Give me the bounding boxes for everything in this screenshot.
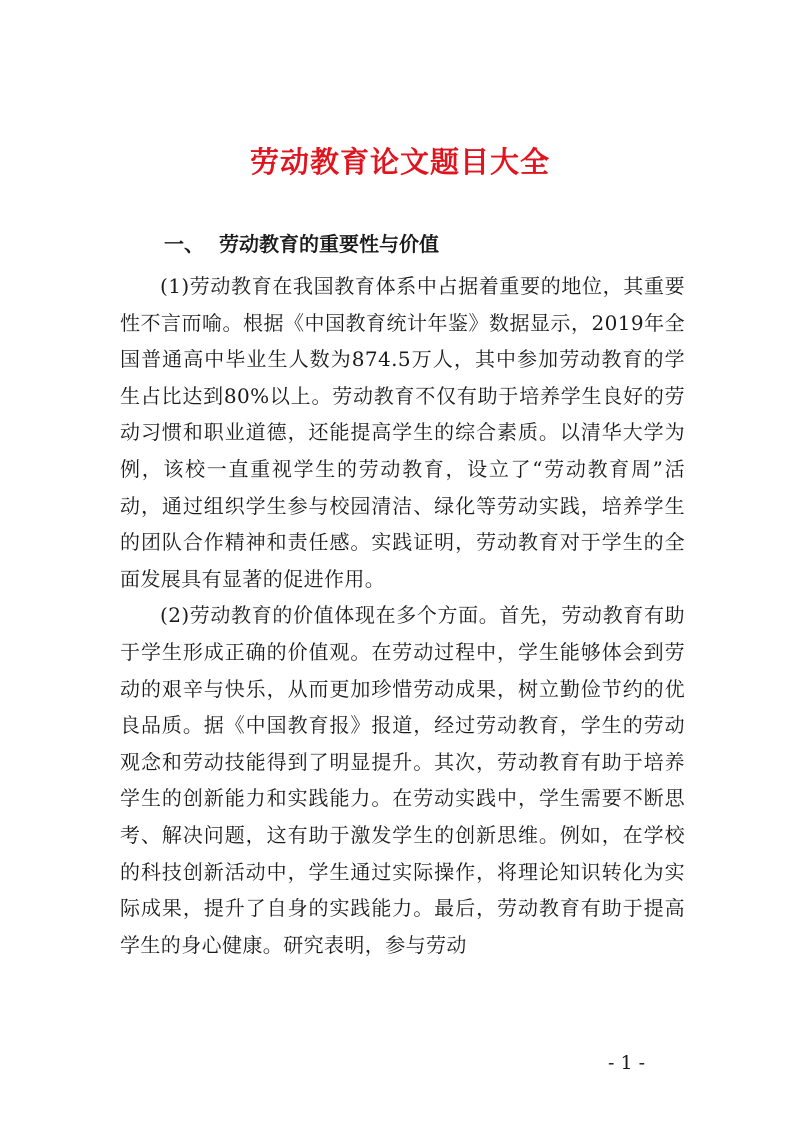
section-heading-text: 劳动教育的重要性与价值	[219, 232, 439, 256]
section-heading	[164, 228, 439, 257]
section-number: 一、	[164, 232, 204, 256]
document-title: 劳动教育论文题目大全	[249, 145, 550, 179]
paragraph-2: (2)劳动教育的价值体现在多个方面。首先，劳动教育有助于学生形成正确的价值观。在劳动过程中，学生能够体会到劳动的艰辛与快乐，从而更加珍惜劳动成果，树立勤俭节约的优良品质。据《中国教育报》报道，经过劳动教育，学生的劳动观念和劳动技能得到了明显提升。其次，劳动教育有助于培养学生的创新能力和实践能力。在劳动实践中，学生需要不断思考、解决问题，这有助于激发学生的创新思维。例如，在学校的科技创新活动中，学生通过实际操作，将理论知识转化为实际成果，提升了自身的实践能力。最后，劳动教育有助于提高学生的身心健康。研究表明，参与劳动	[120, 603, 685, 957]
paragraph-1: (1)劳动教育在我国教育体系中占据着重要的地位，其重要性不言而喻。根据《中国教育统计年鉴》数据显示，2019年全国普通高中毕业生人数为874.5万人，其中参加劳动教育的学生占比达到80%以上。劳动教育不仅有助于培养学生良好的劳动习惯和职业道德，还能提高学生的综合素质。以清华大学为例，该校一直重视学生的劳动教育，设立了“劳动教育周”活动，通过组织学生参与校园清洁、绿化等劳动实践，培养学生的团队合作精神和责任感。实践证明，劳动教育对于学生的全面发展具有显著的促进作用。	[120, 274, 685, 591]
section-body	[120, 268, 685, 963]
page-number: - 1 -	[608, 1052, 646, 1074]
